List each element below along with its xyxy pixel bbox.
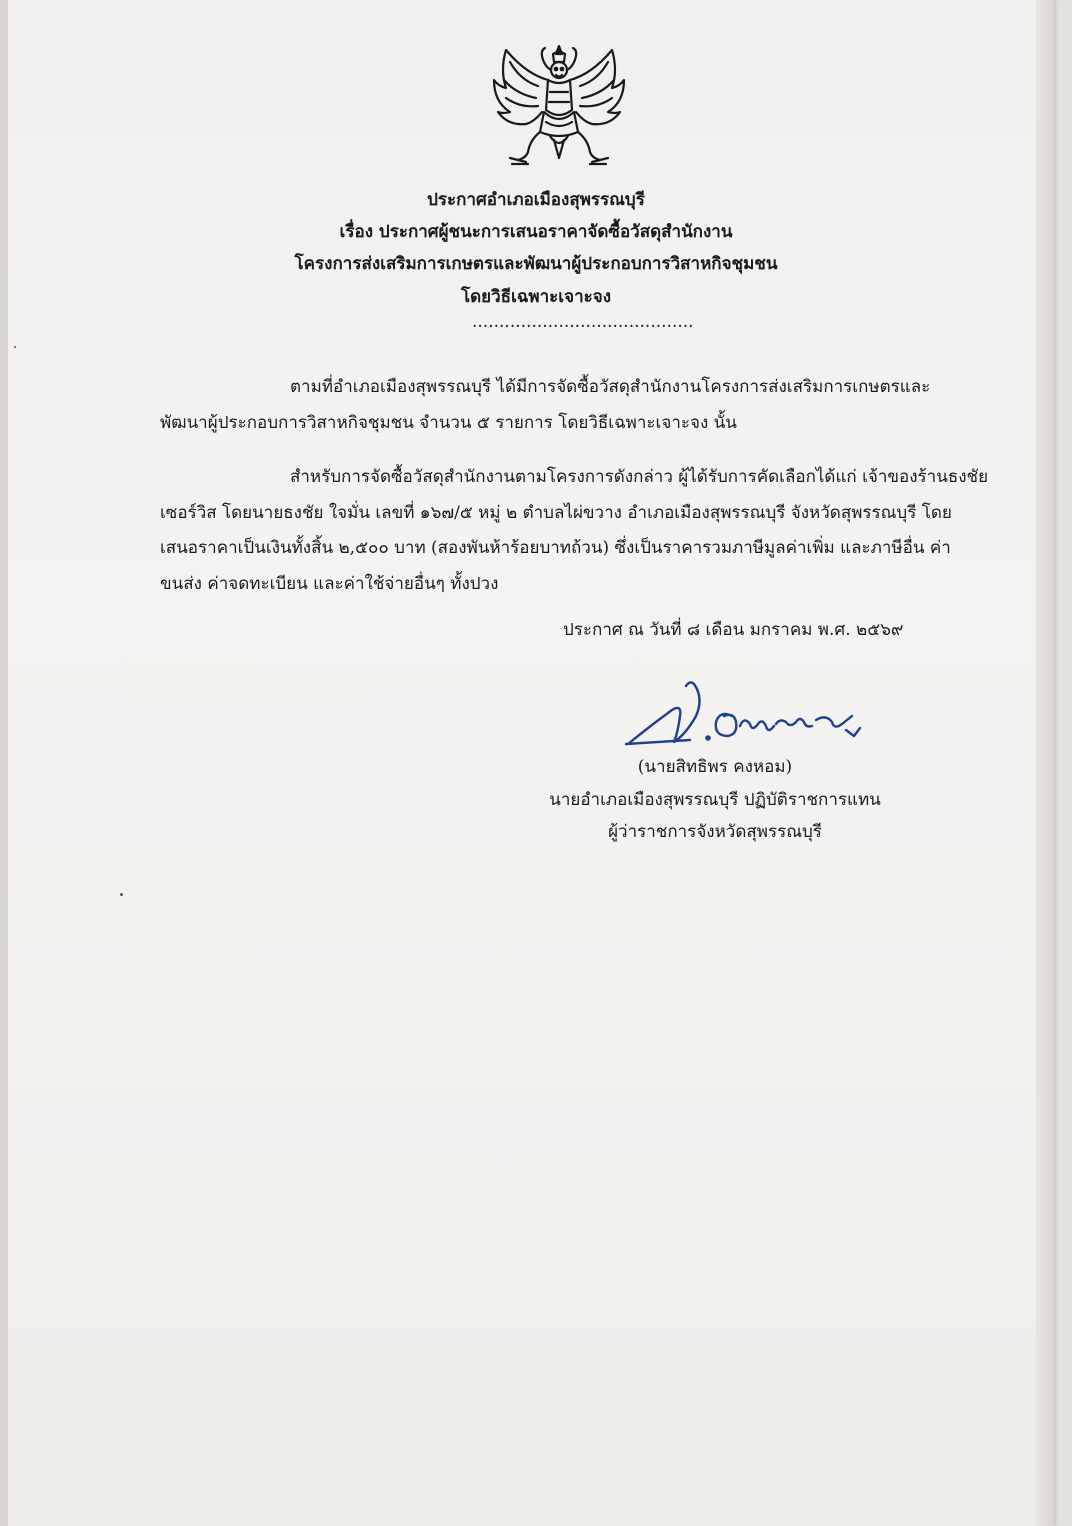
procurement-method: โดยวิธีเฉพาะเจาะจง — [460, 287, 612, 307]
announcement-subject: เรื่อง ประกาศผู้ชนะการเสนอราคาจัดซื้อวัสดุสำนักงาน — [339, 222, 733, 242]
handwritten-signature — [620, 676, 870, 752]
paragraph-2-line-4: ขนส่ง ค่าจดทะเบียน และค่าใช้จ่ายอื่นๆ ทั้งปวง — [160, 573, 499, 594]
paragraph-2 — [160, 460, 1020, 602]
garuda-emblem-icon — [486, 40, 632, 172]
paragraph-1-line-1: ตามที่อำเภอเมืองสุพรรณบุรี ได้มีการจัดซื้อวัสดุสำนักงานโครงการส่งเสริมการเกษตรและ — [290, 377, 931, 397]
paragraph-2-line-2: เซอร์วิส โดยนายธงชัย ใจมั่น เลขที่ ๑๖๗/๕ หมู่ ๒ ตำบลไผ่ขวาง อำเภอเมืองสุพรรณบุรี จังหวัดสุพรรณบุรี โดย — [160, 502, 952, 523]
announcement-date: ประกาศ ณ วันที่ ๘ เดือน มกราคม พ.ศ. ๒๕๖๙ — [563, 620, 904, 640]
paragraph-1 — [160, 370, 1020, 441]
signer-position: นายอำเภอเมืองสุพรรณบุรี ปฏิบัติราชการแทน — [549, 790, 881, 810]
paper-speck — [120, 893, 123, 896]
paper-speck — [14, 346, 16, 348]
announcement-title: ประกาศอำเภอเมืองสุพรรณบุรี — [427, 190, 645, 210]
signer-acting-for: ผู้ว่าราชการจังหวัดสุพรรณบุรี — [608, 822, 822, 842]
project-name: โครงการส่งเสริมการเกษตรและพัฒนาผู้ประกอบการวิสาหกิจชุมชน — [294, 254, 778, 274]
header-divider: ......................................... — [472, 312, 694, 332]
signer-name: (นายสิทธิพร คงหอม) — [637, 757, 793, 777]
paragraph-1-line-2: พัฒนาผู้ประกอบการวิสาหกิจชุมชน จำนวน ๕ รายการ โดยวิธีเฉพาะเจาะจง นั้น — [160, 412, 737, 433]
paragraph-2-line-1: สำหรับการจัดซื้อวัสดุสำนักงานตามโครงการดังกล่าว ผู้ได้รับการคัดเลือกได้แก่ เจ้าของร้านธงชัย — [290, 467, 989, 487]
paragraph-2-line-3: เสนอราคาเป็นเงินทั้งสิ้น ๒,๕๐๐ บาท (สองพันห้าร้อยบาทถ้วน) ซึ่งเป็นราคารวมภาษีมูลค่าเพิ่ม และภาษีอื่น ค่า — [160, 538, 951, 558]
